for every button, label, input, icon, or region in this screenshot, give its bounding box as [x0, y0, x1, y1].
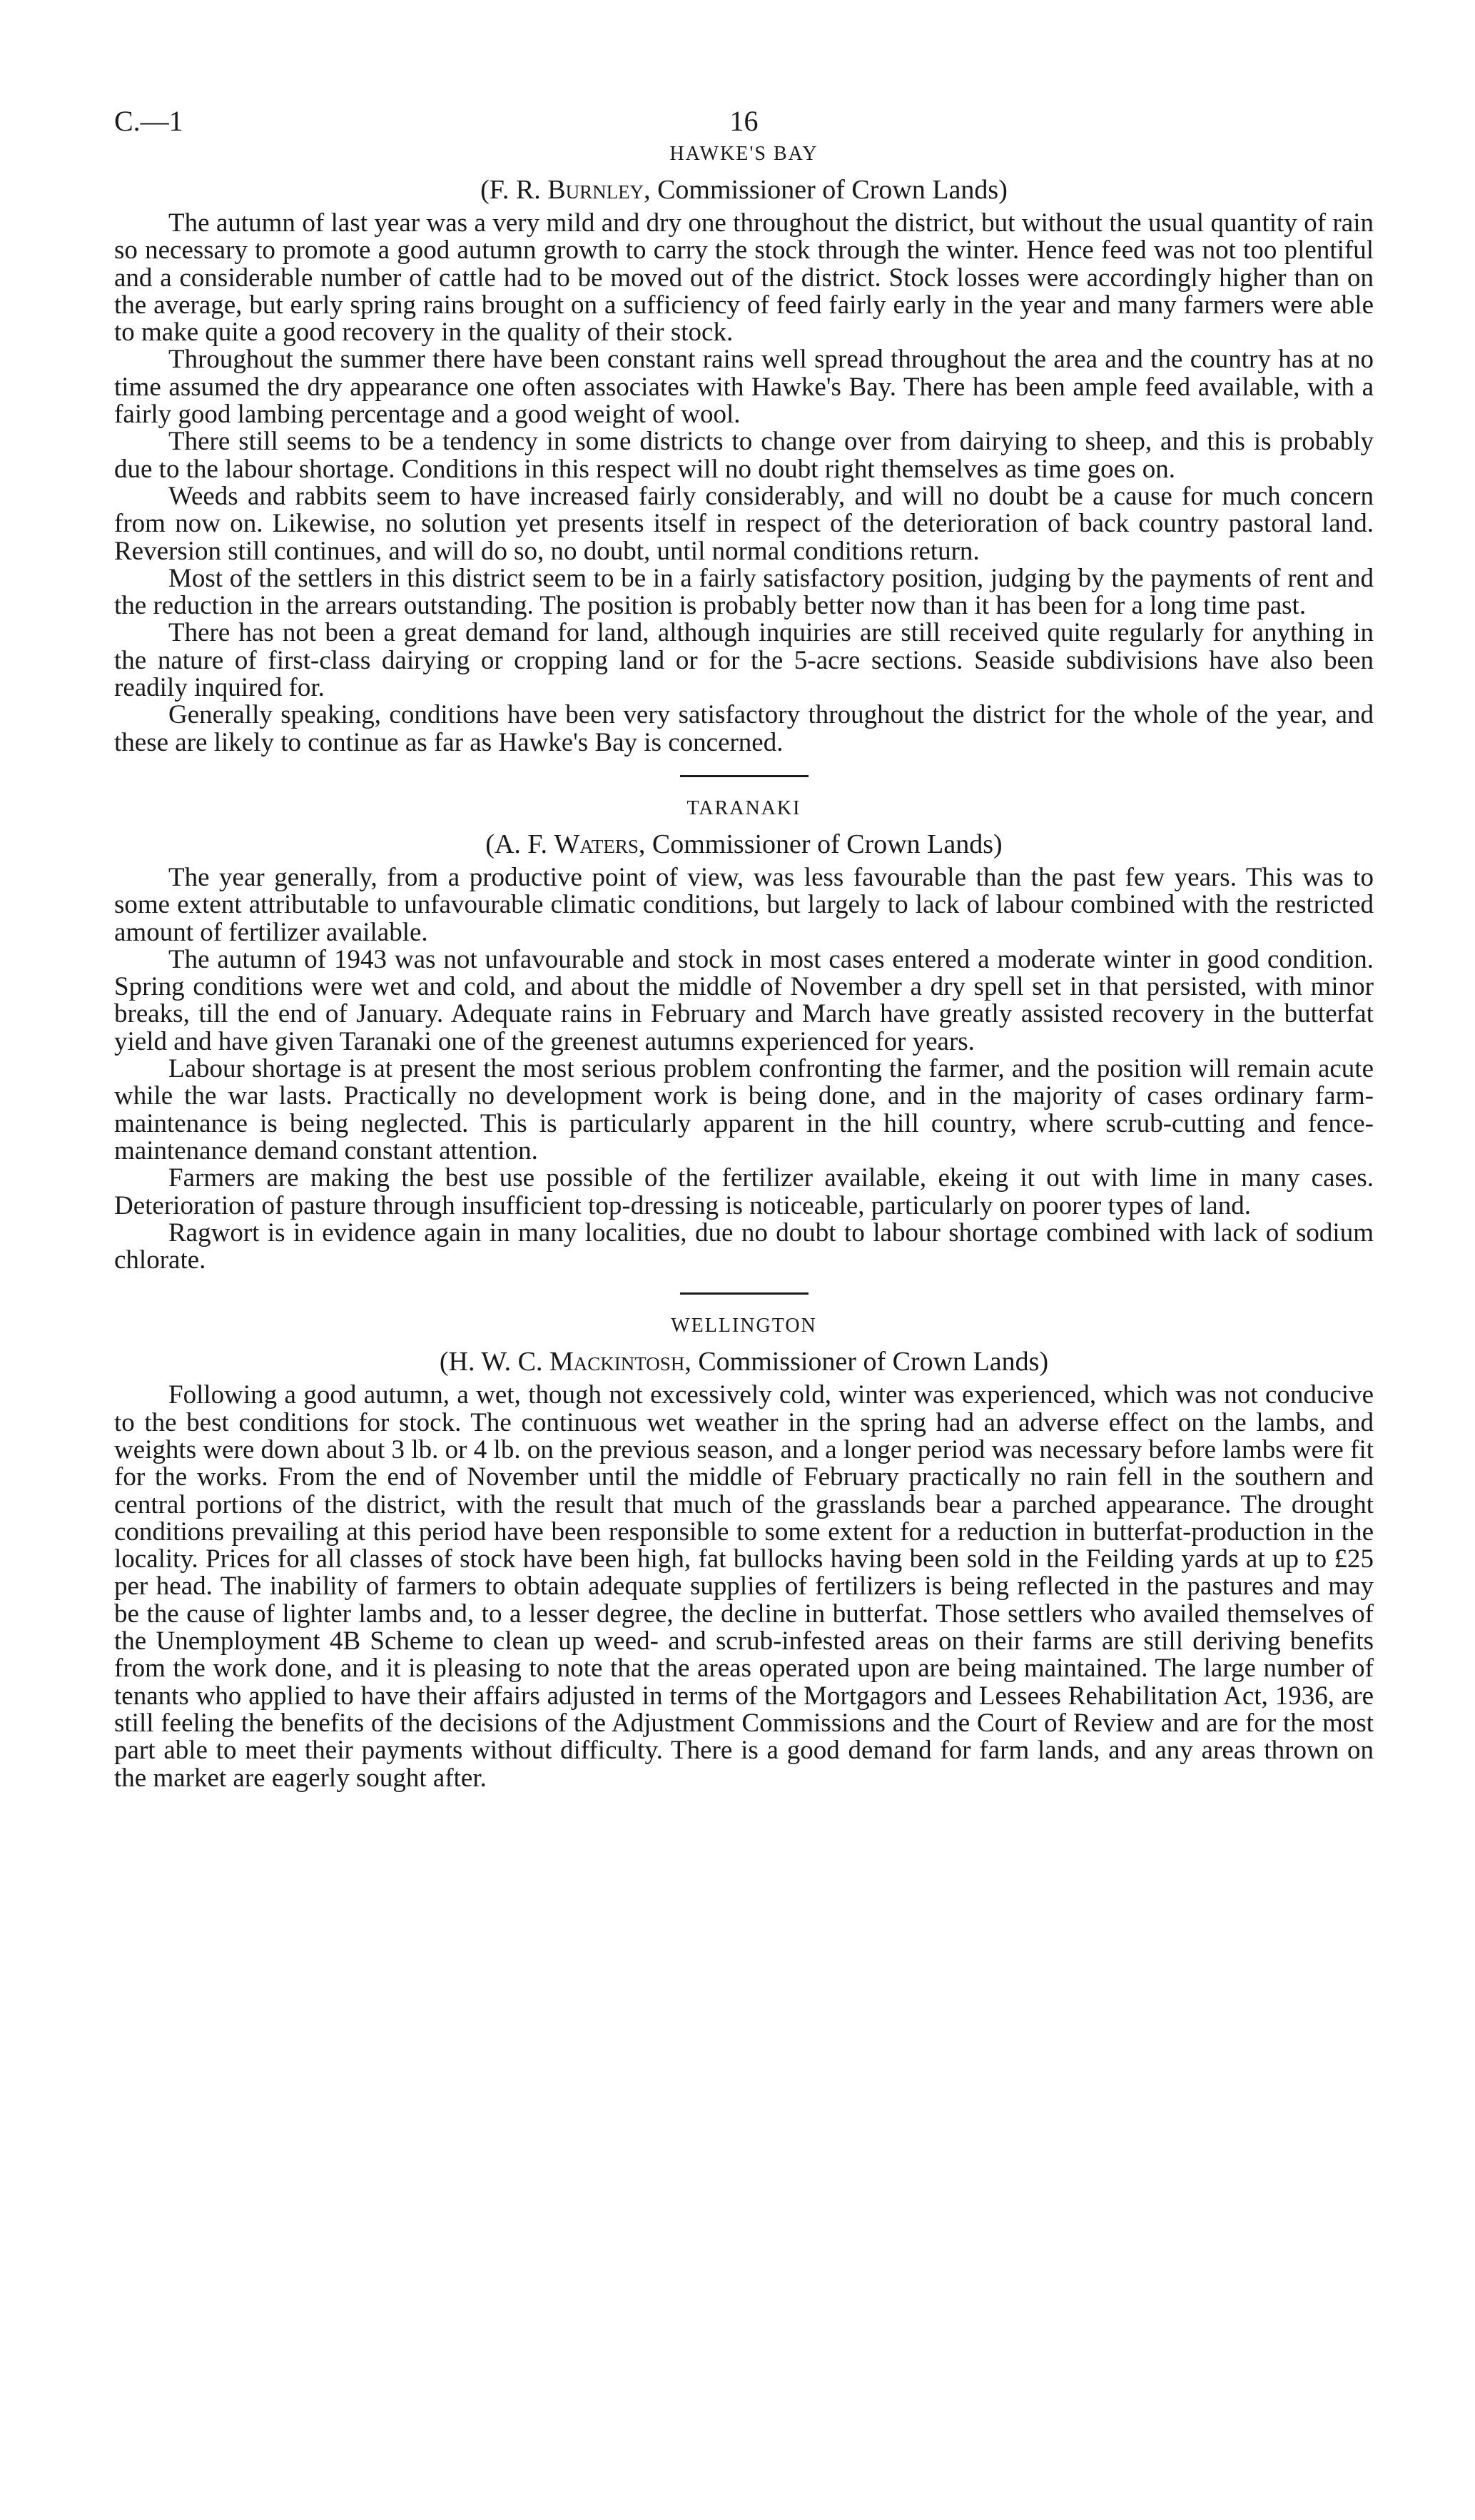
commissioner-title: , Commissioner of Crown Lands) — [684, 1347, 1049, 1377]
paragraph: Weeds and rabbits seem to have increased fairly considerably, and will no doubt be a cause for much concern from now on. Likewise, no solution yet presents itself in respect of the deterioration of back country pastoral land. Reversion still continues, and will do so, no doubt, until normal conditions return. — [114, 481, 1374, 566]
series-code: C.—1 — [114, 105, 183, 137]
section-wellington — [114, 1312, 1374, 1791]
paragraph: There still seems to be a tendency in some districts to change over from dairying to sheep, and this is probably due to the labour shortage. Conditions in this respect will no doubt right themselves as time goes on. — [114, 427, 1374, 484]
running-header — [114, 104, 1374, 140]
section-title: WELLINGTON — [671, 1315, 817, 1337]
commissioner-surname: Mackintosh — [549, 1347, 685, 1377]
section-divider — [680, 775, 809, 777]
commissioner-line — [114, 1343, 1374, 1380]
paragraph: Labour shortage is at present the most serious problem confronting the farmer, and the position will remain acute while the war lasts. Practically no development work is being done, and in the majority of cases ordinary farm-maintenance is being neglected. This is particularly apparent in the hill country, where scrub-cutting and fence-maintenance demand constant attention. — [114, 1054, 1374, 1165]
commissioner-surname: Waters — [554, 829, 639, 859]
paragraph: Ragwort is in evidence again in many localities, due no doubt to labour shortage combined with lack of sodium chlorate. — [114, 1218, 1374, 1275]
paragraph: Throughout the summer there have been constant rains well spread throughout the area and the country has at no time assumed the dry appearance one often associates with Hawke's Bay. There has been ample feed available, with a fairly good lambing percentage and a good weight of wool. — [114, 345, 1374, 430]
paragraph: Farmers are making the best use possible of the fertilizer available, ekeing it out with lime in many cases. Deterioration of pasture through insufficient top-dressing is noticeable, particularly on poorer types of land. — [114, 1163, 1374, 1220]
paragraph: The autumn of last year was a very mild and dry one throughout the district, but without the usual quantity of rain so necessary to promote a good autumn growth to carry the stock through the winter. Hence feed was not too plentiful and a considerable number of cattle had to be moved out of the district. Stock losses were accordingly higher than on the average, but early spring rains brought on a sufficiency of feed fairly early in the year and many farmers were able to make quite a good recovery in the quality of their stock. — [114, 208, 1374, 348]
commissioner-open: ( — [439, 1347, 449, 1377]
commissioner-title: , Commissioner of Crown Lands) — [644, 175, 1008, 205]
paragraph: Following a good autumn, a wet, though not excessively cold, winter was experienced, which was not conducive to the best conditions for stock. The continuous wet weather in the spring had an adverse effect on the lambs, and weights were down about 3 lb. or 4 lb. on the previous season, and a longer period was necessary before lambs were fit for the works. From the end of November until the middle of February practically no rain fell in the southern and central portions of the district, with the result that much of the grasslands bear a parched appearance. The drought conditions prevailing at this period have been responsible to some extent for a reduction in butterfat-production in the locality. Prices for all classes of stock have been high, fat bullocks having been sold in the Feilding yards at up to £25 per head. The inability of farmers to obtain adequate supplies of fertilizers is being reflected in the pastures and may be the cause of lighter lambs and, to a lesser degree, the decline in butterfat. Those settlers who availed themselves of the Unemployment 4B Scheme to clean up weed- and scrub-infested areas on their farms are still deriving benefits from the work done, and it is pleasing to note that the areas operated upon are being maintained. The large number of tenants who applied to have their affairs adjusted in terms of the Mortgagors and Lessees Rehabilitation Act, 1936, are still feeling the benefits of the decisions of the Adjustment Commissions and the Court of Review and are for the most part able to meet their payments without difficulty. There is a good demand for farm lands, and any areas thrown on the market are eagerly sought after. — [114, 1380, 1374, 1793]
commissioner-initials: A. F. — [494, 829, 554, 859]
commissioner-surname: Burnley — [547, 175, 644, 205]
page-number: 16 — [729, 105, 759, 137]
commissioner-initials: F. R. — [489, 175, 548, 205]
commissioner-open: ( — [485, 829, 495, 859]
paragraph: The autumn of 1943 was not unfavourable and stock in most cases entered a moderate winter in good condition. Spring conditions were wet and cold, and about the middle of November a dry spell set in that persisted, with minor breaks, till the end of January. Adequate rains in February and March have greatly assisted recovery in the butterfat yield and have given Taranaki one of the greenest autumns experienced for years. — [114, 944, 1374, 1056]
paragraph: The year generally, from a productive point of view, was less favourable than the past few years. This was to some extent attributable to unfavourable climatic conditions, but largely to lack of labour combined with the restricted amount of fertilizer available. — [114, 862, 1374, 947]
section-hawkes-bay — [114, 140, 1374, 756]
section-divider — [680, 1292, 809, 1295]
paragraph: Generally speaking, conditions have been very satisfactory throughout the district for the whole of the year, and these are likely to continue as far as Hawke's Bay is concerned. — [114, 700, 1374, 757]
commissioner-initials: H. W. C. — [448, 1347, 550, 1377]
commissioner-open: ( — [480, 175, 490, 205]
paragraph: There has not been a great demand for land, although inquiries are still received quite regularly for anything in the nature of first-class dairying or cropping land or for the 5-acre sections. Seaside subdivisions have also been readily inquired for. — [114, 618, 1374, 703]
commissioner-title: , Commissioner of Crown Lands) — [638, 829, 1003, 859]
page-content — [114, 140, 1374, 1792]
section-taranaki — [114, 794, 1374, 1274]
commissioner-line — [114, 826, 1374, 863]
section-title: HAWKE'S BAY — [669, 143, 818, 165]
section-title: TARANAKI — [686, 796, 801, 819]
paragraph: Most of the settlers in this district seem to be in a fairly satisfactory position, judging by the payments of rent and the reduction in the arrears outstanding. The position is probably better now than it has been for a long time past. — [114, 563, 1374, 621]
commissioner-line — [114, 171, 1374, 208]
